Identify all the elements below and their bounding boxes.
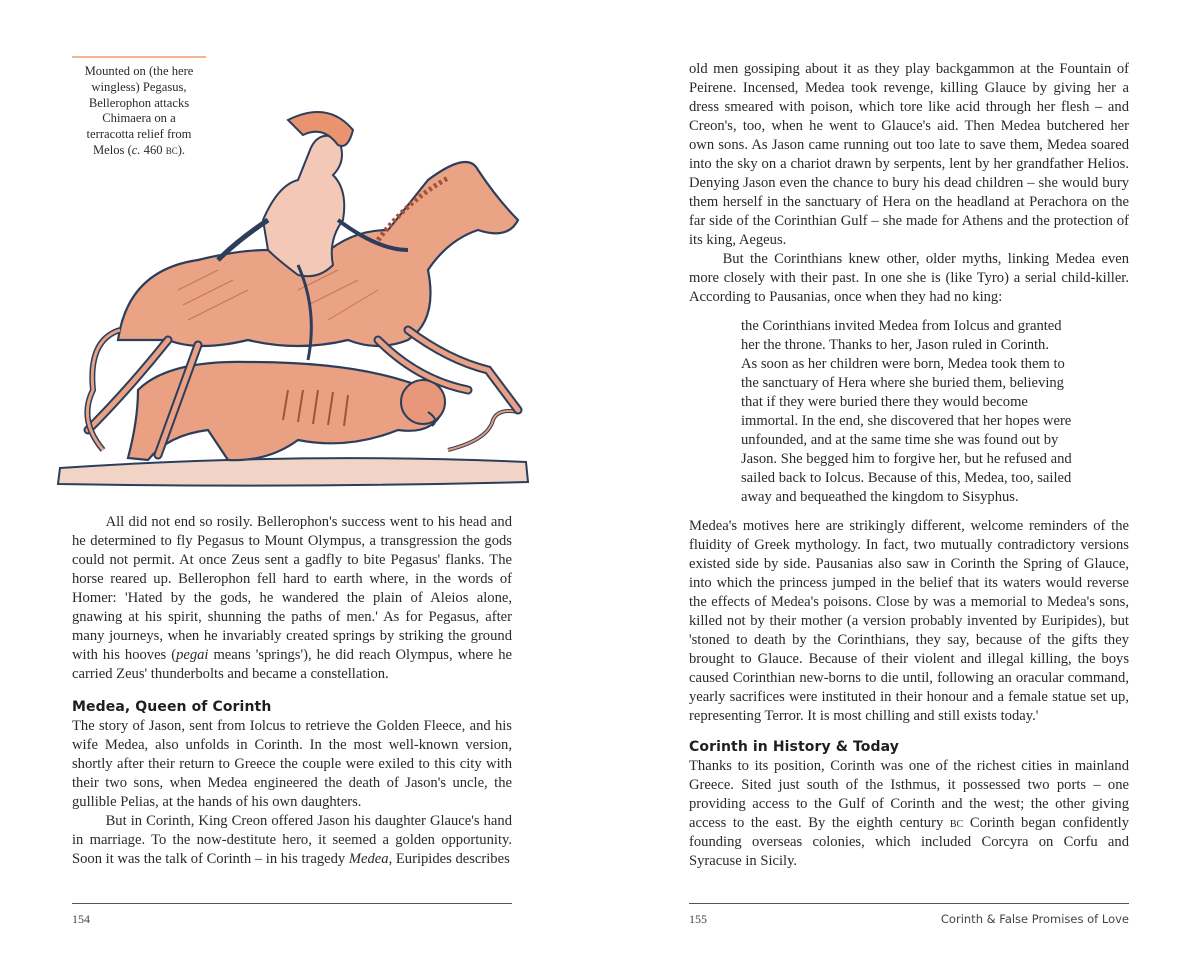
era-label: bc [949, 815, 964, 831]
caption-italic: c. [131, 142, 141, 157]
right-body-text [689, 60, 1129, 871]
quote-line: away and bequeathed the kingdom to Sisyphus. [741, 489, 1019, 505]
caption-line: Bellerophon attacks [88, 95, 190, 110]
right-page [600, 0, 1200, 961]
quote-line: unfounded, and at the same time she was found out by [741, 432, 1059, 448]
italic-term: pegai [176, 647, 209, 663]
quote-line: the Corinthians invited Medea from Iolcus and granted [741, 318, 1062, 334]
paragraph: Medea's motives here are strikingly different, welcome reminders of the fluidity of Greek mythology. In fact, two mutually contradictory versions existed side by side. Pausanias also saw in Corinth the Spring of Glauce, into which the princess jumped in the belief that its waters would reverse the effects of Medea's poisons. Close by was a memorial to Medea's sons, killed not by their mother (a version probably invented by Euripides), but 'stoned to death by the Corinthians, they say, because of the gifts they brought to Glauce. Because of their violent and illegal killing, the boys caused Corinthian new-borns to die until, following an oracular command, yearly sacrifices were instituted in their honour and a female statue set up, representing Terror. It is most chilling and still exists today.' [689, 518, 1129, 724]
quote-line: immortal. In the end, she discovered that her hopes were [741, 413, 1072, 429]
quote-line: the sanctuary of Hera where she buried them, believing [741, 375, 1064, 391]
caption-line: Mounted on (the here [84, 64, 194, 78]
italic-title: Medea [348, 851, 389, 867]
quote-line: Jason. She begged him to forgive her, but he refused and [741, 451, 1072, 467]
caption-text: Melos ( [92, 142, 132, 157]
quote-line: her the throne. Thanks to her, Jason ruled in Corinth. [741, 337, 1049, 353]
footer-rule [72, 903, 512, 904]
running-head: Corinth & False Promises of Love [940, 912, 1129, 926]
paragraph-text: All did not end so rosily. Bellerophon's success went to his head and he determined to fly Pegasus to Mount Olympus, a transgression the gods could not permit. At once Zeus sent a gadfly to bite Pegasus' flanks. The horse reared up. Bellerophon fell hard to earth where, in the words of Homer: 'Hated by the gods, he wandered the plain of Aleios alone, gnawing at his spirit, shunning the paths of men.' As for Pegasus, after many journeys, when he invariably created springs by striking the ground with his hooves ( [72, 514, 512, 663]
paragraph-text: , Euripides describes [388, 851, 510, 867]
paragraph: The story of Jason, sent from Iolcus to retrieve the Golden Fleece, and his wife Medea, also unfolds in Corinth. In the most well-known version, shortly after their return to Greece the couple were exiled to this city with their two sons, when Medea engineered the death of Jason's uncle, the gullible Pelias, at the hands of his own daughters. [72, 718, 512, 810]
left-body-text [72, 513, 512, 869]
footer-rule [689, 903, 1129, 904]
bellerophon-relief-illustration-icon [48, 90, 548, 490]
paragraph-text: But in Corinth, King Creon offered Jason his daughter Glauce's hand in marriage. To the now-destitute hero, it seemed a golden opportunity. Soon it was the talk of Corinth – in his tragedy [72, 813, 512, 867]
paragraph [72, 513, 512, 684]
page-number: 154 [72, 912, 90, 926]
caption-line: Chimaera on a [102, 111, 176, 126]
section-heading: Medea, Queen of Corinth [72, 699, 272, 715]
quote-line: As soon as her children were born, Medea took them to [741, 356, 1065, 372]
paragraph: old men gossiping about it as they play backgammon at the Fountain of Peirene. Incensed, Medea took revenge, killing Glauce by giving her a dress smeared with poison, which tore like acid through her flesh – and Creon's, too, when he went to Glauce's aid. Then Medea butchered her own sons. As Jason came running out too late to save them, Medea soared into the sky on a chariot drawn by serpents, lent by her grandfather Helios. Denying Jason even the chance to bury his dead children – she would bury them herself in the sanctuary of Hera on the headland at Perachora on the far side of the Corinthian Gulf – she made for Athens and the protection of its king, Aegeus. [689, 61, 1129, 248]
paragraph [689, 757, 1129, 871]
paragraph-text: Thanks to its position, Corinth was one of the richest cities in mainland Greece. Sited just south of the Isthmus, it possessed two ports – one providing access to the Gulf of Corinth and the west; the other giving access to the east. By the eighth century [689, 758, 1129, 831]
caption-rule [72, 56, 206, 58]
paragraph-text: Corinth began confidently founding overseas colonies, which included Corcyra on Corfu and Syracuse in Sicily. [689, 815, 1129, 869]
caption-era: bc [165, 142, 178, 157]
paragraph-text: means 'springs'), he did reach Olympus, where he carried Zeus' thunderbolts and became a constellation. [72, 647, 512, 682]
caption-line: wingless) Pegasus, [91, 79, 187, 94]
quote-line: that if they were buried there they would become [741, 394, 1028, 410]
paragraph [72, 812, 512, 869]
caption-line: terracotta relief from [86, 127, 192, 142]
page-number: 155 [689, 912, 707, 926]
paragraph: But the Corinthians knew other, older myths, linking Medea even more closely with their past. In one she is (like Tyro) a serial child-killer. According to Pausanias, once when they had no king: [689, 251, 1129, 305]
block-quote [689, 317, 1111, 507]
caption-text: 460 [140, 142, 166, 157]
section-heading: Corinth in History & Today [689, 739, 899, 755]
caption-text: ). [177, 142, 186, 157]
quote-line: sailed back to Iolcus. Because of this, Medea, too, sailed [741, 470, 1072, 486]
